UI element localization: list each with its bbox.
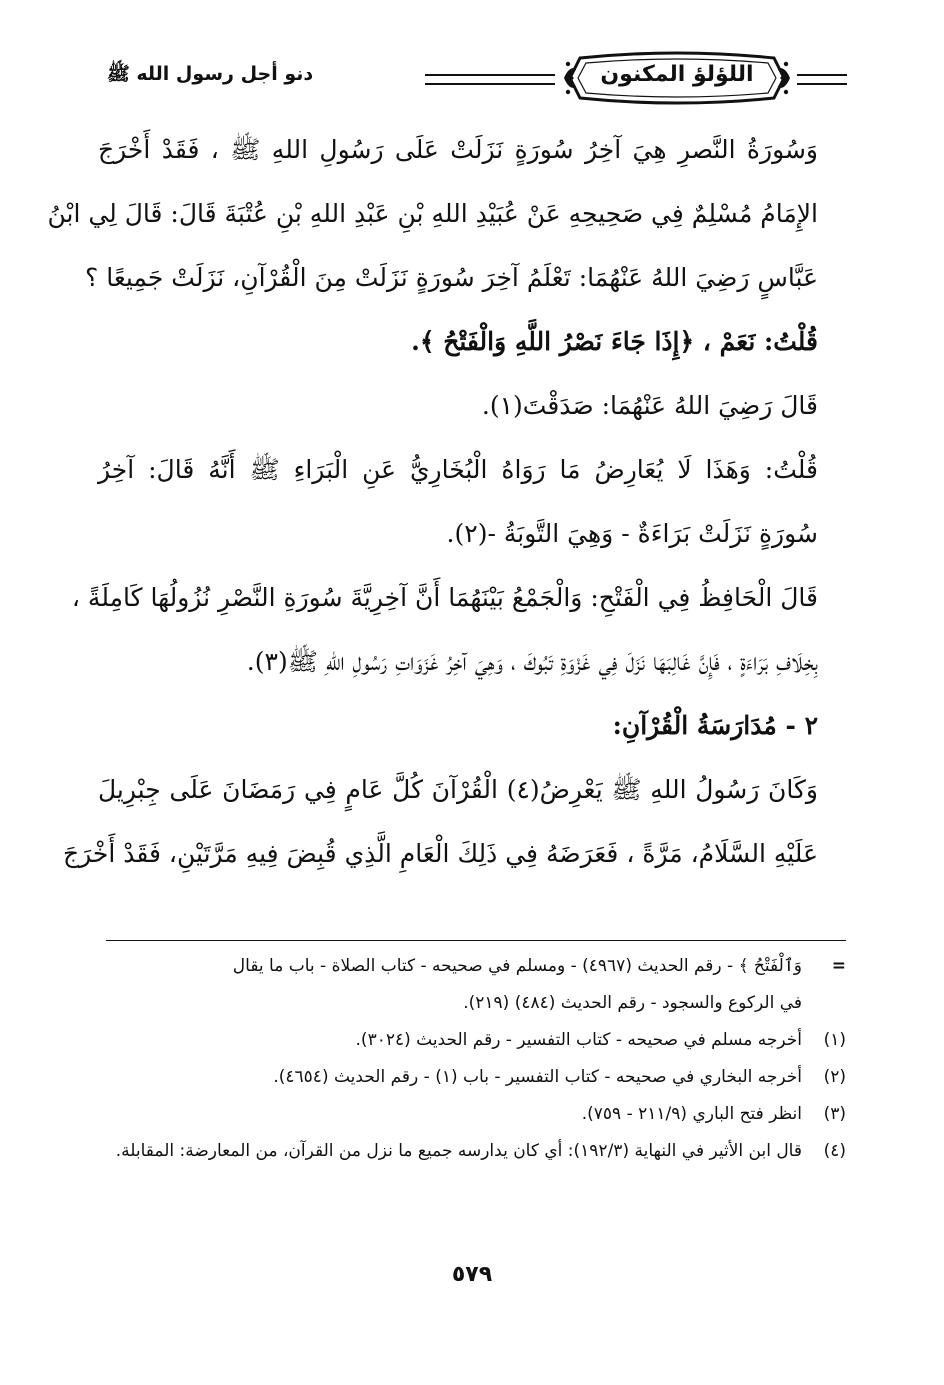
- text-line: عَبَّاسٍ رَضِيَ اللهُ عَنْهُمَا: تَعْلَمُ آخِرَ سُورَةٍ نَزَلَتْ مِنَ الْقُرْآنِ، نَزَلَتْ جَمِيعًا ؟: [84, 263, 818, 292]
- footnote-text: وَٱلْفَتْحُ ﴾ - رقم الحديث (٤٩٦٧) - ومسلم في صحيحه - كتاب الصلاة - باب ما يقال: [232, 956, 802, 976]
- footnote-text: في الركوع والسجود - رقم الحديث (٤٨٤) (٢١٩).: [463, 993, 802, 1013]
- footnote-text: قال ابن الأثير في النهاية (١٩٢/٣): أي كان يدارسه جميع ما نزل من القرآن، من المعارضة: المقابلة.: [115, 1141, 802, 1161]
- header-rule-left: [425, 74, 555, 85]
- paragraph-1: [47, 118, 846, 310]
- footnote-continuation: [98, 948, 846, 1022]
- page-number: ٥٧٩: [451, 1262, 493, 1287]
- footnote-separator: [106, 940, 846, 941]
- paragraph-4: [98, 438, 846, 566]
- text-line: الإِمَامُ مُسْلِمٌ فِي صَحِيحِهِ عَنْ عُبَيْدِ اللهِ بْنِ عَبْدِ اللهِ بْنِ عُتْبَةَ قَالَ: قَالَ لِي ابْنُ: [47, 199, 818, 228]
- text-line: بِخِلَافِ بَرَاءَةٍ ، فَإِنَّ غَالِبَهَا نَزَلَ فِي غَزْوَةِ تَبُوكَ ، وَهِيَ آخِرُ غَزَوَاتِ رَسُولِ اللهِ ﷺ(٣).: [246, 647, 818, 676]
- footnote-4: [98, 1133, 846, 1170]
- running-header: [95, 50, 847, 106]
- footnote-text: أخرجه مسلم في صحيحه - كتاب التفسير - رقم الحديث (٣٠٢٤).: [355, 1030, 802, 1050]
- text-line: قَالَ رَضِيَ اللهُ عَنْهُمَا: صَدَقْتَ(١).: [481, 391, 818, 420]
- main-text: [47, 118, 846, 886]
- paragraph-5: [71, 566, 846, 694]
- quran-verse-line: قُلْتُ: نَعَمْ ، ﴿إِذَا جَاءَ نَصْرُ اللَّهِ وَالْفَتْحُ ﴾.: [411, 327, 818, 356]
- paragraph-2: [98, 310, 846, 374]
- footnotes: [98, 948, 846, 1170]
- text-line: عَلَيْهِ السَّلَامُ، مَرَّةً ، فَعَرَضَهُ فِي ذَلِكَ الْعَامِ الَّذِي قُبِضَ فِيهِ مَرَّتَيْنِ، فَقَدْ أَخْرَجَ: [62, 839, 818, 868]
- heading-line: ٢ - مُدَارَسَةُ الْقُرْآنِ:: [612, 711, 818, 740]
- footnote-text: أخرجه البخاري في صحيحه - كتاب التفسير - باب (١) - رقم الحديث (٤٦٥٤).: [273, 1067, 802, 1087]
- book-title: اللؤلؤ المكنون: [600, 62, 754, 87]
- footnote-number: (٣): [823, 1104, 846, 1124]
- text-line: سُورَةٍ نَزَلَتْ بَرَاءَةٌ - وَهِيَ التَّوبَةُ -(٢).: [446, 519, 818, 548]
- paragraph-3: [98, 374, 846, 438]
- footnote-number: (٤): [823, 1141, 846, 1161]
- paragraph-6: [62, 758, 846, 886]
- footnote-text: انظر فتح الباري (٢١١/٩ - ٧٥٩).: [581, 1104, 802, 1124]
- footnote-number: (١): [823, 1030, 846, 1050]
- text-line: وَسُورَةُ النَّصرِ هِيَ آخِرُ سُورَةٍ نَزَلَتْ عَلَى رَسُولِ اللهِ ﷺ ، فَقَدْ أَخْرَجَ: [98, 135, 818, 164]
- chapter-title: دنو أجل رسول الله ﷺ: [106, 63, 314, 85]
- header-ornament-frame: [562, 50, 792, 106]
- footnote-number: (٢): [823, 1067, 846, 1087]
- text-line: وَكَانَ رَسُولُ اللهِ ﷺ يَعْرِضُ(٤) الْقُرْآنَ كُلَّ عَامٍ فِي رَمَضَانَ عَلَى جِبْرِيلَ: [98, 775, 818, 804]
- footnote-2: [98, 1059, 846, 1096]
- footnote-3: [98, 1096, 846, 1133]
- text-line: قَالَ الْحَافِظُ فِي الْفَتْحِ: وَالْجَمْعُ بَيْنَهُمَا أَنَّ آخِرِيَّةَ سُورَةِ النَّصْرِ نُزُولُهَا كَامِلَةً ،: [71, 583, 818, 612]
- text-line: قُلْتُ: وَهَذَا لَا يُعَارِضُ مَا رَوَاهُ الْبُخَارِيُّ عَنِ الْبَرَاءِ ﷺ أَنَّهُ قَالَ: آخِرُ: [98, 455, 818, 484]
- section-heading: [98, 694, 846, 758]
- header-rule-right: [797, 74, 847, 85]
- continuation-marker: =: [831, 956, 846, 976]
- footnote-1: [98, 1022, 846, 1059]
